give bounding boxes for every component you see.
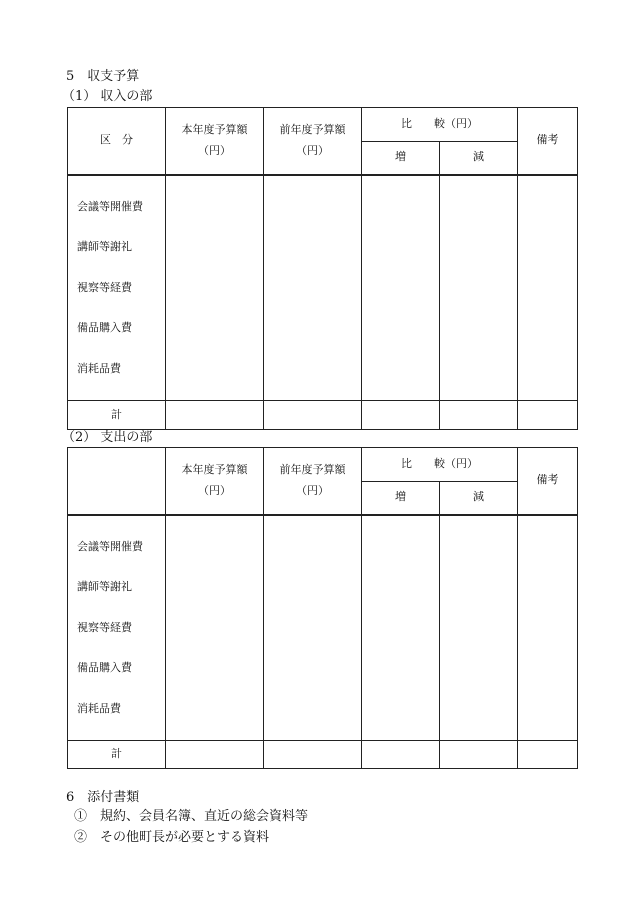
- income-current-budget-header: [166, 108, 264, 175]
- expense-previous-budget-cell: [264, 515, 362, 741]
- section-6-title: 6 添付書類: [66, 790, 140, 805]
- expense-current-budget-cell: [166, 515, 264, 741]
- expense-current-budget-header: [166, 448, 264, 515]
- expense-compare-header: 比 較（円）: [362, 448, 518, 482]
- income-total-row: [68, 401, 578, 430]
- income-previous-budget-header: [264, 108, 362, 175]
- expense-total-remarks: [518, 741, 578, 769]
- expense-current-budget-label: 本年度予算額: [181, 462, 248, 476]
- attachment-item-1: ① 規約、会員名簿、直近の総会資料等: [74, 809, 309, 824]
- expense-items-row: [68, 515, 578, 741]
- income-item-lecturer: 講師等謝礼: [77, 240, 132, 253]
- expense-increase-header: 増: [362, 482, 440, 515]
- expense-section-title: （2） 支出の部: [62, 430, 153, 445]
- income-item-consumables: 消耗品費: [77, 361, 121, 375]
- expense-header-row: [68, 448, 578, 482]
- income-total-decrease: [440, 401, 518, 430]
- income-item-meeting: 会議等開催費: [77, 199, 143, 213]
- income-items-cell: [68, 175, 166, 401]
- income-budget-table: [67, 107, 578, 430]
- income-category-header: 区 分: [68, 108, 166, 175]
- expense-items-cell: [68, 515, 166, 741]
- income-current-budget-cell: [166, 175, 264, 401]
- expense-total-row: [68, 741, 578, 769]
- income-previous-budget-label: 前年度予算額: [279, 122, 346, 136]
- expense-total-previous: [264, 741, 362, 769]
- income-remarks-header: 備考: [518, 108, 578, 175]
- expense-category-header: [68, 448, 166, 515]
- expense-previous-budget-unit: （円）: [296, 483, 329, 497]
- expense-current-budget-unit: （円）: [198, 483, 231, 497]
- income-section-title: （1） 収入の部: [62, 89, 153, 104]
- income-compare-header: 比 較（円）: [362, 108, 518, 142]
- income-previous-budget-cell: [264, 175, 362, 401]
- income-item-inspection: 視察等経費: [77, 280, 132, 294]
- income-total-increase: [362, 401, 440, 430]
- expense-item-lecturer: 講師等謝礼: [77, 580, 132, 593]
- expense-remarks-cell: [518, 515, 578, 741]
- income-header-row: [68, 108, 578, 142]
- income-remarks-cell: [518, 175, 578, 401]
- income-increase-cell: [362, 175, 440, 401]
- expense-item-equipment: 備品購入費: [77, 661, 132, 674]
- expense-increase-cell: [362, 515, 440, 741]
- expense-total-increase: [362, 741, 440, 769]
- income-total-previous: [264, 401, 362, 430]
- income-total-current: [166, 401, 264, 430]
- expense-previous-budget-label: 前年度予算額: [279, 462, 346, 476]
- expense-total-label: 計: [68, 741, 166, 769]
- income-current-budget-unit: （円）: [198, 143, 231, 157]
- income-total-label: 計: [68, 401, 166, 430]
- expense-item-meeting: 会議等開催費: [77, 539, 143, 553]
- expense-item-consumables: 消耗品費: [77, 701, 121, 715]
- income-decrease-cell: [440, 175, 518, 401]
- expense-total-decrease: [440, 741, 518, 769]
- expense-decrease-cell: [440, 515, 518, 741]
- expense-budget-table: [67, 447, 578, 769]
- expense-total-current: [166, 741, 264, 769]
- income-increase-header: 増: [362, 142, 440, 175]
- expense-decrease-header: 減: [440, 482, 518, 515]
- income-current-budget-label: 本年度予算額: [181, 122, 248, 136]
- attachment-item-2: ② その他町長が必要とする資料: [74, 830, 270, 845]
- income-total-remarks: [518, 401, 578, 430]
- expense-previous-budget-header: [264, 448, 362, 515]
- section-5-title: 5 収支予算: [66, 69, 140, 84]
- income-items-row: [68, 175, 578, 401]
- income-previous-budget-unit: （円）: [296, 143, 329, 157]
- income-decrease-header: 減: [440, 142, 518, 175]
- expense-item-inspection: 視察等経費: [77, 620, 132, 634]
- expense-remarks-header: 備考: [518, 448, 578, 515]
- income-item-equipment: 備品購入費: [77, 321, 132, 334]
